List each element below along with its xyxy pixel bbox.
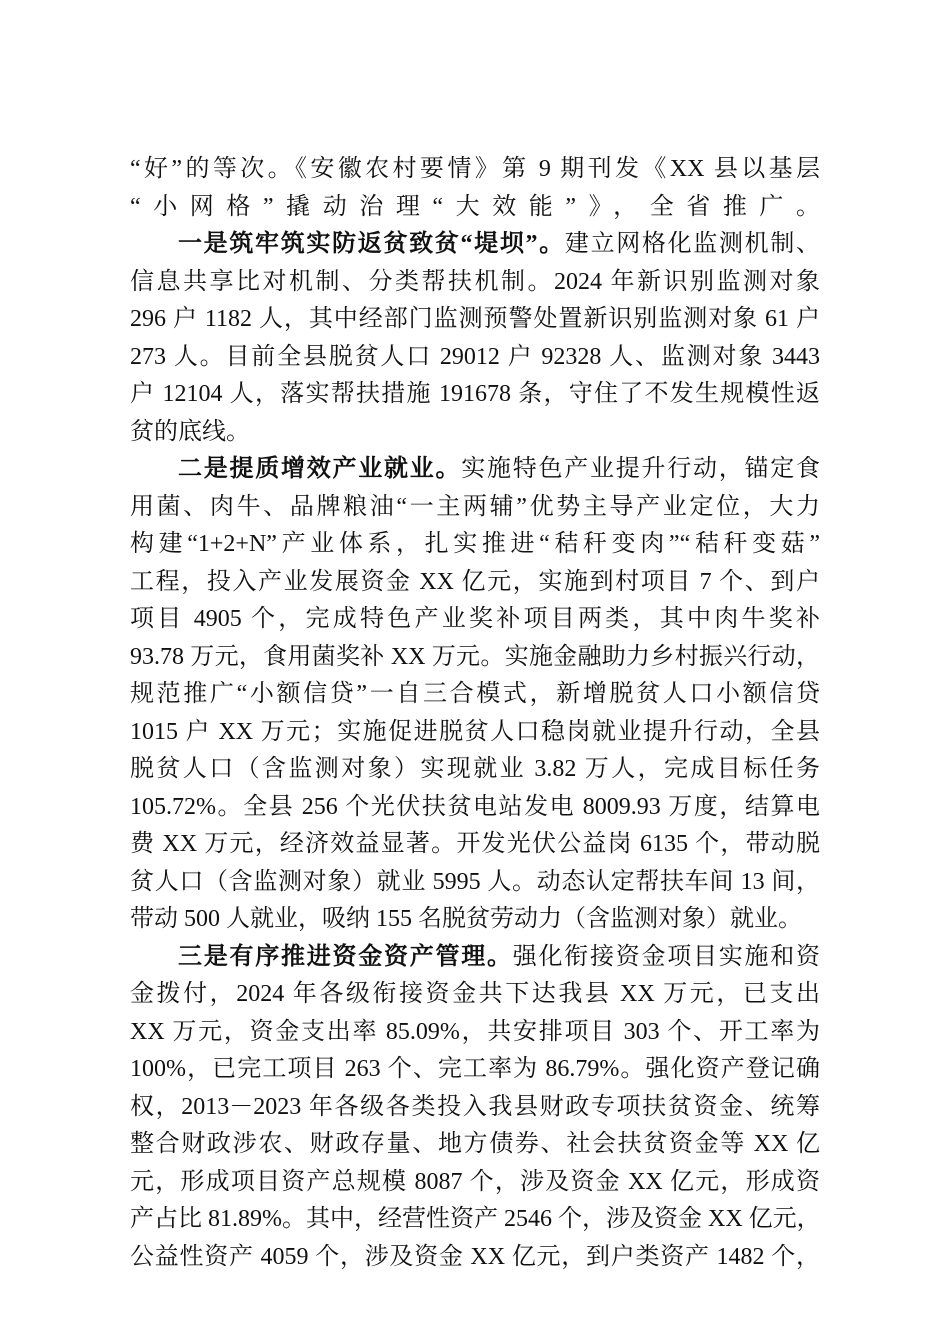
text-line bbox=[130, 451, 820, 489]
text-line bbox=[130, 489, 820, 527]
line-text: 费 XX 万元，经济效益显著。开发光伏公益岗 6135 个，带动脱 bbox=[130, 831, 820, 857]
line-text: XX 万元，资金支出率 85.09%，共安排项目 303 个、开工率为 bbox=[130, 1018, 820, 1045]
line-text: 105.72%。全县 256 个光伏扶贫电站发电 8009.93 万度，结算电 bbox=[130, 793, 820, 820]
text-line bbox=[130, 976, 820, 1014]
text-line bbox=[130, 1014, 820, 1052]
text-line bbox=[130, 676, 820, 714]
text-line bbox=[130, 714, 820, 752]
text-line bbox=[130, 189, 820, 227]
text-line bbox=[130, 939, 820, 977]
line-text: 1015 户 XX 万元；实施促进脱贫人口稳岗就业提升行动，全县 bbox=[130, 718, 820, 745]
line-text: “好”的等次。《安徽农村要情》第 9 期刊发《XX 县以基层 bbox=[130, 156, 820, 182]
line-text: 户 12104 人，落实帮扶措施 191678 条，守住了不发生规模性返 bbox=[130, 381, 820, 407]
line-text: 贫的底线。 bbox=[130, 418, 250, 445]
line-text: 带动 500 人就业，吸纳 155 名脱贫劳动力（含监测对象）就业。 bbox=[130, 906, 802, 932]
line-text: 贫人口（含监测对象）就业 5995 人。动态认定帮扶车间 13 间， bbox=[130, 868, 820, 895]
text-line bbox=[130, 789, 820, 827]
line-text: 元，形成项目资产总规模 8087 个，涉及资金 XX 亿元，形成资 bbox=[130, 1168, 820, 1195]
text-line bbox=[130, 901, 820, 939]
text-line bbox=[130, 339, 820, 377]
line-text: 273 人。目前全县脱贫人口 29012 户 92328 人、监测对象 3443 bbox=[130, 343, 820, 370]
line-text: 金拨付，2024 年各级衔接资金共下达我县 XX 万元，已支出 bbox=[130, 981, 820, 1007]
paragraph-heading: 三是有序推进资金资产管理。 bbox=[178, 943, 513, 970]
line-text: 整合财政涉农、财政存量、地方债券、社会扶贫资金等 XX 亿 bbox=[130, 1131, 820, 1157]
text-line bbox=[130, 151, 820, 189]
line-text: 100%，已完工项目 263 个、完工率为 86.79%。强化资产登记确 bbox=[130, 1056, 820, 1082]
line-text: 93.78 万元，食用菌奖补 XX 万元。实施金融助力乡村振兴行动， bbox=[130, 643, 820, 670]
line-text: 权，2013－2023 年各级各类投入我县财政专项扶贫资金、统筹 bbox=[130, 1093, 820, 1120]
text-line bbox=[130, 264, 820, 302]
text-line bbox=[130, 751, 820, 789]
line-text: 强化衔接资金项目实施和资 bbox=[512, 943, 820, 970]
text-line bbox=[130, 1164, 820, 1202]
paragraph-heading: 一是筑牢筑实防返贫致贫“堤坝”。 bbox=[178, 231, 565, 257]
line-text: 构建“1+2+N”产业体系，扎实推进“秸秆变肉”“秸秆变菇” bbox=[130, 531, 820, 557]
text-line bbox=[130, 301, 820, 339]
line-text: 实施特色产业提升行动，锚定食 bbox=[461, 456, 820, 482]
line-text: 脱贫人口（含监测对象）实现就业 3.82 万人，完成目标任务 bbox=[130, 756, 820, 782]
line-text: 公益性资产 4059 个，涉及资金 XX 亿元，到户类资产 1482 个， bbox=[130, 1243, 820, 1270]
document-page bbox=[130, 151, 820, 1276]
line-text: 项目 4905 个，完成特色产业奖补项目两类，其中肉牛奖补 bbox=[130, 606, 820, 632]
text-line bbox=[130, 564, 820, 602]
line-text: “小网格”撬动治理“大效能”》，全省推广。 bbox=[130, 193, 820, 220]
text-line bbox=[130, 864, 820, 902]
line-text: 产占比 81.89%。其中，经营性资产 2546 个，涉及资金 XX 亿元， bbox=[130, 1206, 821, 1232]
text-line bbox=[130, 1089, 820, 1127]
text-line bbox=[130, 526, 820, 564]
line-text: 规范推广“小额信贷”一自三合模式，新增脱贫人口小额信贷 bbox=[130, 681, 820, 707]
text-line bbox=[130, 226, 820, 264]
line-text: 296 户 1182 人，其中经部门监测预警处置新识别监测对象 61 户 bbox=[130, 306, 820, 332]
text-line bbox=[130, 639, 820, 677]
text-line bbox=[130, 826, 820, 864]
text-line bbox=[130, 414, 820, 452]
text-line bbox=[130, 1201, 820, 1239]
line-text: 用菌、肉牛、品牌粮油“一主两辅”优势主导产业定位，大力 bbox=[130, 493, 820, 520]
line-text: 建立网格化监测机制、 bbox=[564, 231, 821, 257]
line-text: 工程，投入产业发展资金 XX 亿元，实施到村项目 7 个、到户 bbox=[130, 568, 820, 595]
text-line bbox=[130, 1126, 820, 1164]
text-line bbox=[130, 1239, 820, 1277]
text-line bbox=[130, 601, 820, 639]
text-line bbox=[130, 376, 820, 414]
line-text: 信息共享比对机制、分类帮扶机制。2024 年新识别监测对象 bbox=[130, 268, 820, 295]
paragraph-heading: 二是提质增效产业就业。 bbox=[178, 456, 462, 482]
text-line bbox=[130, 1051, 820, 1089]
